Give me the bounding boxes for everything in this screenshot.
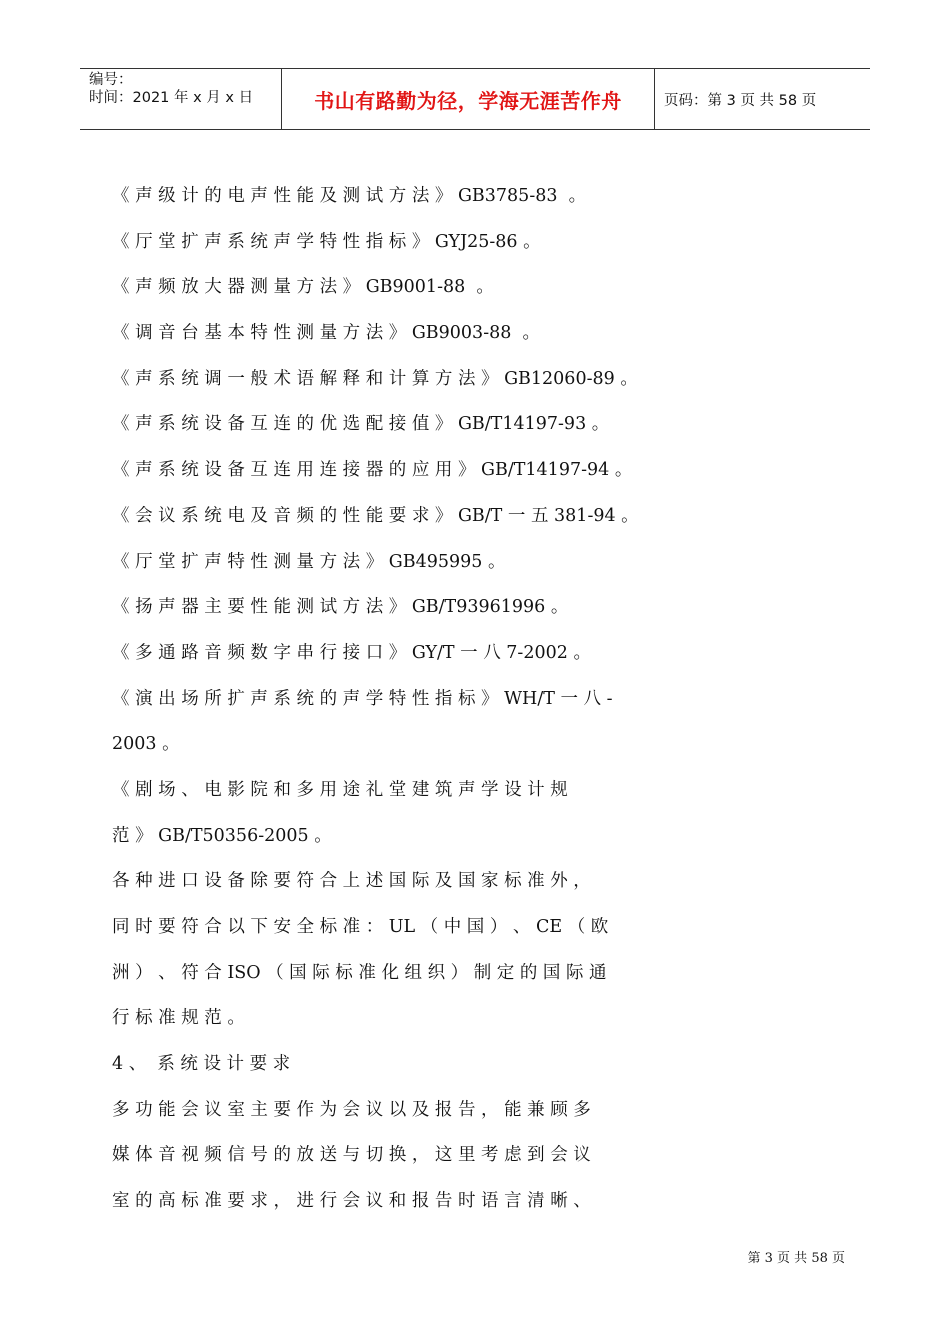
text-line: 范 》 GB/T50356-2005 。: [112, 825, 332, 846]
text-line: 《 剧 场 、 电 影 院 和 多 用 途 礼 堂 建 筑 声 学 设 计 规: [112, 779, 568, 800]
text-line: 媒 体 音 视 频 信 号 的 放 送 与 切 换 ， 这 里 考 虑 到 会 议: [112, 1145, 591, 1166]
text-line: 《 演 出 场 所 扩 声 系 统 的 声 学 特 性 指 标 》 WH/T 一 八 -: [112, 688, 613, 709]
number-label: 编号：: [89, 72, 133, 88]
text-line: 《 会 议 系 统 电 及 音 频 的 性 能 要 求 》 GB/T 一 五 381-94 。: [112, 505, 639, 526]
text-line: 4 、 系 统 设 计 要 求: [112, 1054, 291, 1075]
text-line: 行 标 准 规 范 。: [112, 1008, 245, 1029]
header-page-code: 页码：第 3 页 共 58 页: [664, 92, 817, 109]
text-line: 《 声 系 统 调 一 般 术 语 解 释 和 计 算 方 法 》 GB12060-89 。: [112, 368, 638, 389]
text-line: 《 声 系 统 设 备 互 连 用 连 接 器 的 应 用 》 GB/T14197-94 。: [112, 460, 633, 481]
text-line: 2003 。: [112, 734, 180, 755]
text-line: 《 厅 堂 扩 声 系 统 声 学 特 性 指 标 》 GYJ25-86 。: [112, 231, 541, 252]
text-line: 各 种 进 口 设 备 除 要 符 合 上 述 国 际 及 国 家 标 准 外 ，: [112, 871, 591, 892]
text-line: 室 的 高 标 准 要 求 ， 进 行 会 议 和 报 告 时 语 言 清 晰 、: [112, 1191, 591, 1212]
text-line: 多 功 能 会 议 室 主 要 作 为 会 议 以 及 报 告 ， 能 兼 顾 多: [112, 1099, 591, 1120]
text-line: 《 声 系 统 设 备 互 连 的 优 选 配 接 值 》 GB/T14197-93 。: [112, 414, 610, 435]
header-motto: 书山有路勤为径，学海无涯苦作舟: [282, 69, 655, 129]
text-line: 《 多 通 路 音 频 数 字 串 行 接 口 》 GY/T 一 八 7-2002 。: [112, 642, 591, 663]
page-header: [80, 68, 870, 130]
text-line: 《 声 频 放 大 器 测 量 方 法 》 GB9001-88 。: [112, 277, 494, 298]
time-label: 时间：2021 年 x 月 x 日: [89, 90, 254, 106]
document-body: [112, 174, 828, 1225]
text-line: 《 调 音 台 基 本 特 性 测 量 方 法 》 GB9003-88 。: [112, 323, 540, 344]
text-line: 洲 ） 、 符 合 ISO （ 国 际 标 准 化 组 织 ） 制 定 的 国 际 通: [112, 962, 607, 983]
text-line: 同 时 要 符 合 以 下 安 全 标 准 ： UL （ 中 国 ） 、 CE （ 欧: [112, 917, 609, 937]
text-line: 《 厅 堂 扩 声 特 性 测 量 方 法 》 GB495995 。: [112, 551, 506, 572]
header-left-cell: [80, 69, 282, 129]
text-line: 《 声 级 计 的 电 声 性 能 及 测 试 方 法 》 GB3785-83 。: [112, 186, 587, 206]
text-line: 《 扬 声 器 主 要 性 能 测 试 方 法 》 GB/T93961996 。: [112, 597, 569, 618]
page-footer: 第 3 页 共 58 页: [747, 1251, 845, 1266]
